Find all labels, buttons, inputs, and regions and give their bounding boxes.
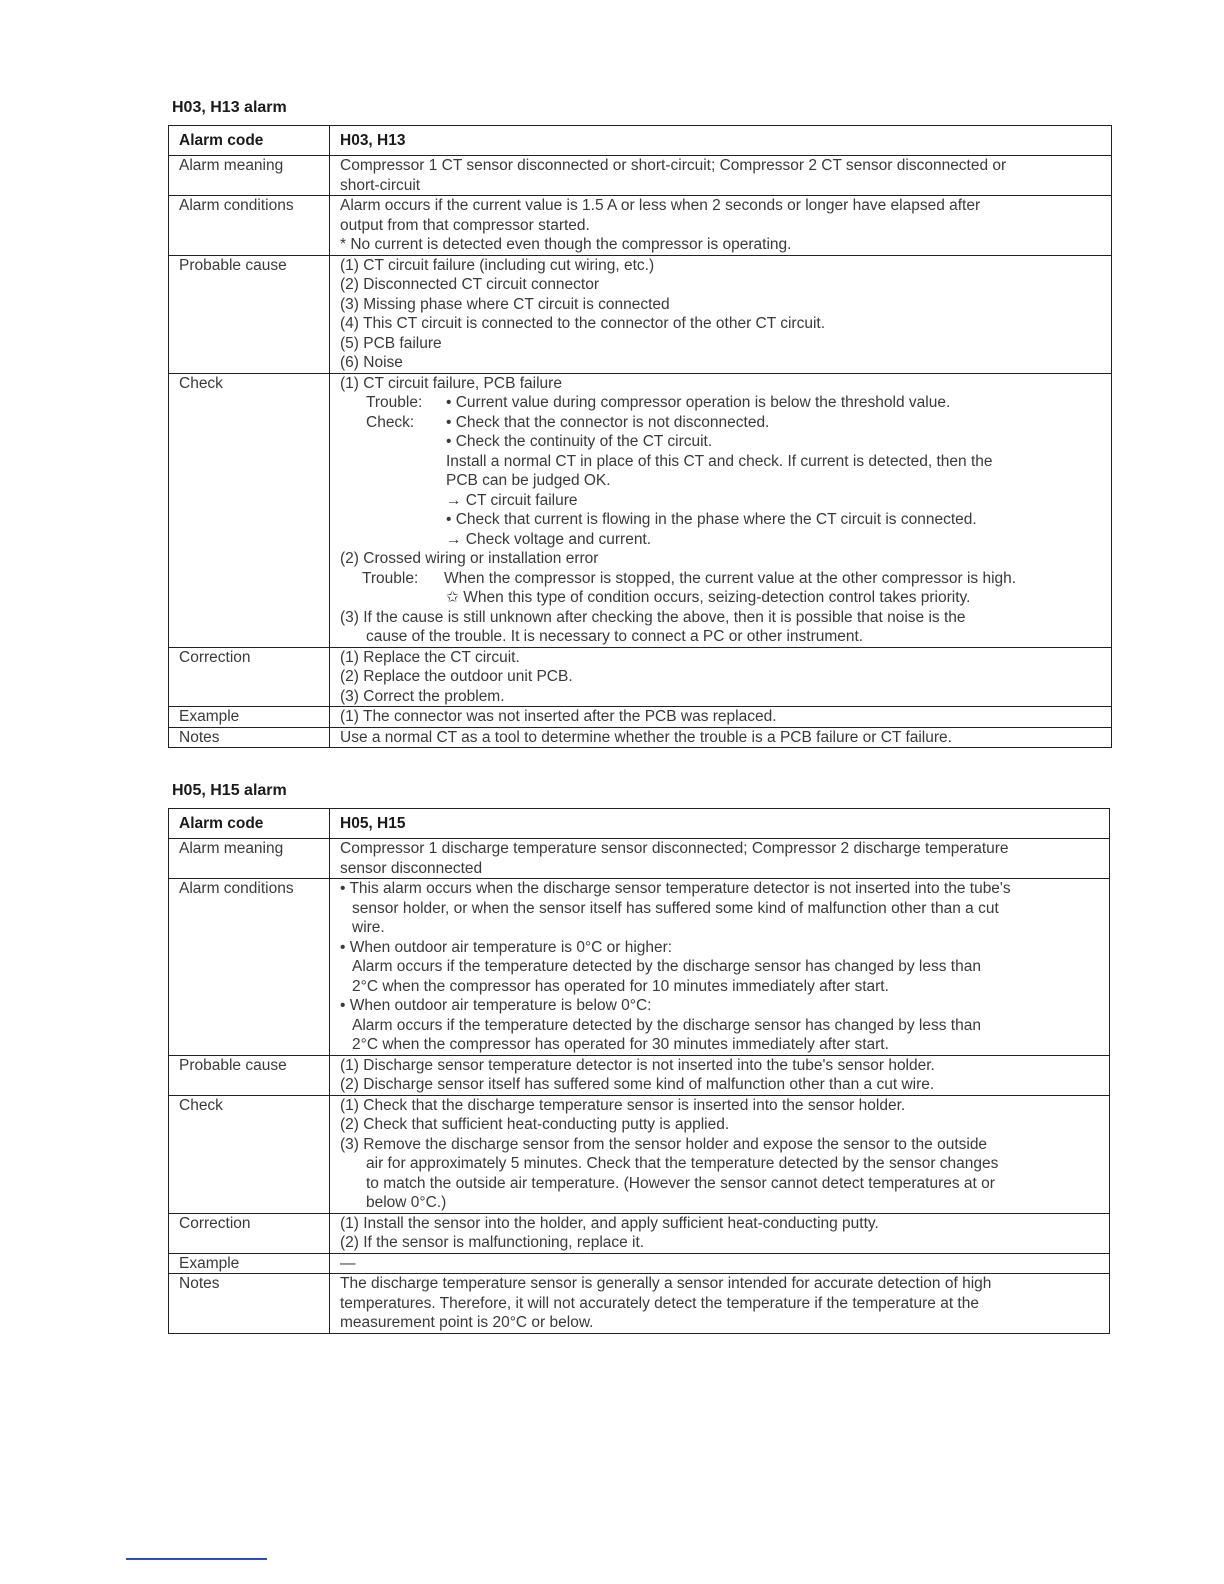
text-line: • This alarm occurs when the discharge sensor temperature detector is not inserted into the tube's xyxy=(340,880,1011,897)
text-line: (2) Disconnected CT circuit connector xyxy=(340,276,600,293)
text-line: (2) Check that sufficient heat-conducting putty is applied. xyxy=(340,1116,730,1133)
text-line: (2) Crossed wiring or installation error xyxy=(340,550,599,567)
text-line: Alarm occurs if the current value is 1.5 A or less when 2 seconds or longer have elapsed after xyxy=(340,197,981,214)
alarm-conditions-value xyxy=(330,879,1110,1056)
alarm-table-h05-h15 xyxy=(168,808,1110,1334)
table-row xyxy=(169,1253,1110,1274)
text-line: (1) The connector was not inserted after the PCB was replaced. xyxy=(340,708,777,725)
text-line: below 0°C.) xyxy=(366,1194,447,1211)
text-line: Use a normal CT as a tool to determine whether the trouble is a PCB failure or CT failure. xyxy=(340,728,952,746)
correction-value xyxy=(330,1213,1110,1253)
table-row xyxy=(169,707,1112,728)
text-line: • When outdoor air temperature is below 0°C: xyxy=(340,997,652,1014)
check-text: • Check that the connector is not disconnected. xyxy=(446,413,770,431)
check-value xyxy=(330,1095,1110,1213)
trouble-text: • Current value during compressor operation is below the threshold value. xyxy=(446,394,951,411)
text-line: air for approximately 5 minutes. Check that the temperature detected by the sensor changes xyxy=(366,1155,999,1172)
section-title-h03-h13: H03, H13 alarm xyxy=(172,99,287,116)
alarm-code-value: H03, H13 xyxy=(330,126,1112,156)
text-line: (1) Install the sensor into the holder, and apply sufficient heat-conducting putty. xyxy=(340,1214,879,1232)
text-line: wire. xyxy=(352,919,385,936)
trouble-line xyxy=(340,393,1103,413)
example-label: Example xyxy=(169,707,330,728)
text-line: Alarm occurs if the temperature detected by the discharge sensor has changed by less than xyxy=(352,958,981,975)
text-line: PCB can be judged OK. xyxy=(446,472,611,489)
table-row xyxy=(169,647,1112,707)
table-row xyxy=(169,156,1112,196)
table-row xyxy=(169,1055,1110,1095)
text-line: 2°C when the compressor has operated for 30 minutes immediately after start. xyxy=(352,1036,889,1053)
text-line: (1) CT circuit failure, PCB failure xyxy=(340,374,562,392)
alarm-meaning-value xyxy=(330,156,1112,196)
text-line: temperatures. Therefore, it will not accurately detect the temperature if the temperature at the xyxy=(340,1294,979,1312)
text-line: 2°C when the compressor has operated for 10 minutes immediately after start. xyxy=(352,977,889,995)
text-line: Alarm occurs if the temperature detected by the discharge sensor has changed by less than xyxy=(352,1016,981,1034)
text-line: measurement point is 20°C or below. xyxy=(340,1314,594,1331)
probable-cause-label: Probable cause xyxy=(169,255,330,373)
text-line: (2) If the sensor is malfunctioning, replace it. xyxy=(340,1234,645,1251)
example-label: Example xyxy=(169,1253,330,1274)
alarm-table-h03-h13 xyxy=(168,125,1112,748)
example-value xyxy=(330,707,1112,728)
text-line: short-circuit xyxy=(340,176,421,194)
text-line: output from that compressor started. xyxy=(340,216,590,234)
text-line: sensor disconnected xyxy=(340,859,483,877)
text-line: (3) Correct the problem. xyxy=(340,687,505,705)
text-line: (1) Replace the CT circuit. xyxy=(340,648,520,666)
example-value xyxy=(330,1253,1110,1274)
check-label: Check xyxy=(169,1095,330,1213)
footer-rule xyxy=(126,1558,267,1560)
trouble-line xyxy=(340,569,1103,589)
text-line: (3) Missing phase where CT circuit is connected xyxy=(340,295,670,313)
check-line xyxy=(340,413,1103,433)
text-line: sensor holder, or when the sensor itself has suffered some kind of malfunction other than a cut xyxy=(352,899,999,917)
table-row xyxy=(169,1213,1110,1253)
section-title-h05-h15: H05, H15 alarm xyxy=(172,782,287,799)
text-line: cause of the trouble. It is necessary to connect a PC or other instrument. xyxy=(366,628,864,645)
text-line: to match the outside air temperature. (However the sensor cannot detect temperatures at or xyxy=(366,1174,995,1192)
text-line: (2) Discharge sensor itself has suffered some kind of malfunction other than a cut wire. xyxy=(340,1076,935,1093)
alarm-meaning-label: Alarm meaning xyxy=(169,156,330,196)
table-row xyxy=(169,196,1112,256)
text-line: Compressor 1 discharge temperature sensor disconnected; Compressor 2 discharge temperature xyxy=(340,840,1009,857)
trouble-key: Trouble: xyxy=(366,394,423,411)
table-row xyxy=(169,1274,1110,1334)
alarm-code-value: H05, H15 xyxy=(330,809,1110,839)
table-row xyxy=(169,1095,1110,1213)
text-line: → Check voltage and current. xyxy=(446,530,652,548)
text-line: Install a normal CT in place of this CT and check. If current is detected, then the xyxy=(446,452,993,470)
notes-value xyxy=(330,727,1112,748)
text-line: (6) Noise xyxy=(340,354,403,371)
check-label: Check xyxy=(169,373,330,647)
check-key: Check: xyxy=(366,413,415,431)
table-row xyxy=(169,373,1112,647)
alarm-code-label: Alarm code xyxy=(169,126,330,156)
probable-cause-value xyxy=(330,255,1112,373)
text-line: (1) Check that the discharge temperature sensor is inserted into the sensor holder. xyxy=(340,1096,906,1114)
text-line: — xyxy=(340,1254,356,1272)
alarm-meaning-label: Alarm meaning xyxy=(169,839,330,879)
notes-label: Notes xyxy=(169,1274,330,1334)
table-row xyxy=(169,255,1112,373)
text-line: (2) Replace the outdoor unit PCB. xyxy=(340,668,573,685)
text-line: • Check the continuity of the CT circuit. xyxy=(446,433,713,450)
table-row xyxy=(169,839,1110,879)
text-line: The discharge temperature sensor is generally a sensor intended for accurate detection of high xyxy=(340,1275,992,1292)
table-row xyxy=(169,809,1110,839)
alarm-meaning-value xyxy=(330,839,1110,879)
table-row xyxy=(169,727,1112,748)
alarm-conditions-value xyxy=(330,196,1112,256)
alarm-conditions-label: Alarm conditions xyxy=(169,879,330,1056)
text-line: ✩ When this type of condition occurs, seizing-detection control takes priority. xyxy=(446,589,971,606)
text-line: (1) Discharge sensor temperature detector is not inserted into the tube's sensor holder. xyxy=(340,1056,935,1074)
trouble-text: When the compressor is stopped, the current value at the other compressor is high. xyxy=(444,569,1017,587)
probable-cause-label: Probable cause xyxy=(169,1055,330,1095)
correction-label: Correction xyxy=(169,1213,330,1253)
check-value xyxy=(330,373,1112,647)
text-line: → CT circuit failure xyxy=(446,491,578,509)
alarm-code-label: Alarm code xyxy=(169,809,330,839)
notes-value xyxy=(330,1274,1110,1334)
text-line: • Check that current is flowing in the phase where the CT circuit is connected. xyxy=(446,511,977,528)
text-line: Compressor 1 CT sensor disconnected or short-circuit; Compressor 2 CT sensor disconnected or xyxy=(340,157,1007,174)
text-line: (5) PCB failure xyxy=(340,334,442,352)
text-line: (3) Remove the discharge sensor from the sensor holder and expose the sensor to the outside xyxy=(340,1135,988,1153)
text-line: (4) This CT circuit is connected to the connector of the other CT circuit. xyxy=(340,315,826,332)
correction-label: Correction xyxy=(169,647,330,707)
trouble-key: Trouble: xyxy=(362,569,419,587)
table-row xyxy=(169,879,1110,1056)
text-line: (1) CT circuit failure (including cut wiring, etc.) xyxy=(340,256,655,274)
alarm-conditions-label: Alarm conditions xyxy=(169,196,330,256)
text-line: • When outdoor air temperature is 0°C or higher: xyxy=(340,938,673,956)
probable-cause-value xyxy=(330,1055,1110,1095)
notes-label: Notes xyxy=(169,727,330,748)
text-line: (3) If the cause is still unknown after checking the above, then it is possible that noise is the xyxy=(340,608,966,626)
correction-value xyxy=(330,647,1112,707)
table-row xyxy=(169,126,1112,156)
text-line: * No current is detected even though the compressor is operating. xyxy=(340,236,792,253)
